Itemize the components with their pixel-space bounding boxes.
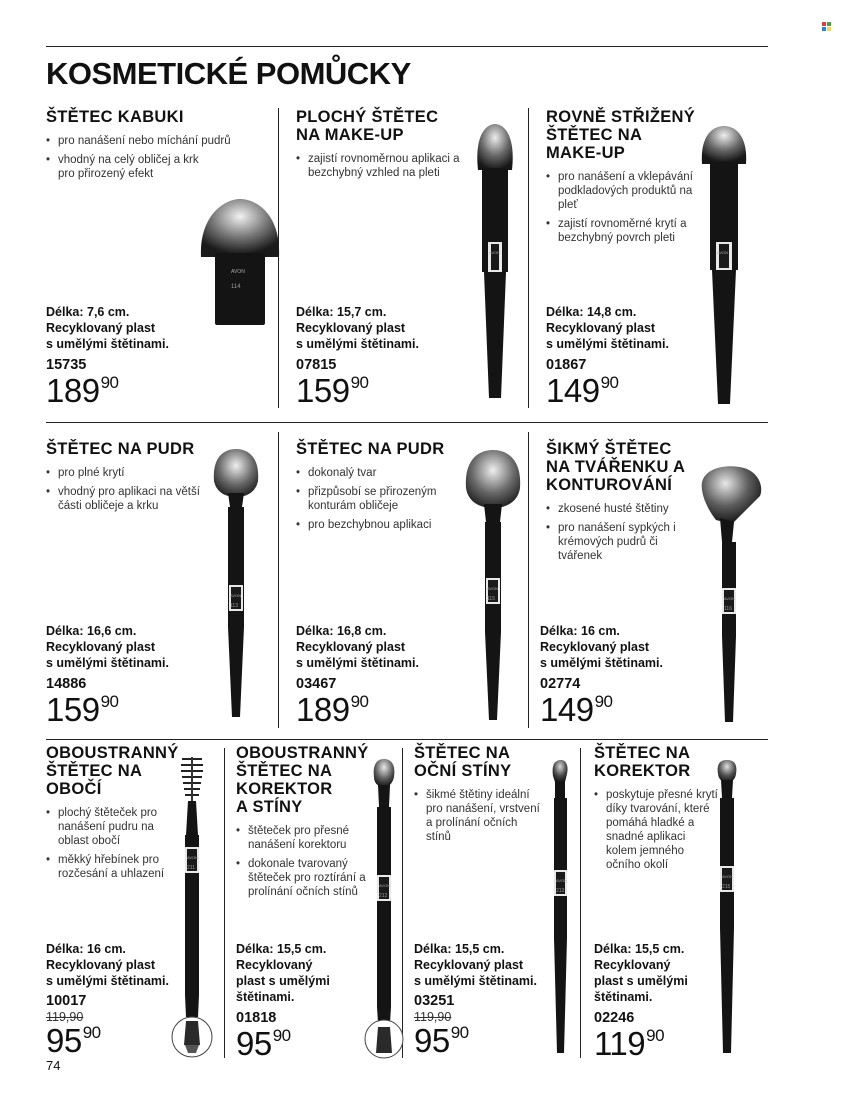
price: $95^{90}$ [236, 1025, 291, 1062]
brush-number: 114 [231, 284, 241, 290]
row-divider [46, 739, 768, 740]
feature-bullet: • pro nanášení a vklepávání podkladových produktů na pleť [546, 170, 704, 212]
product-title: ŠTĚTEC KABUKI [46, 108, 184, 126]
brush-number: 213 [556, 888, 565, 894]
product-title: ROVNĚ STŘIŽENÝ ŠTĚTEC NA MAKE-UP [546, 108, 696, 162]
angled-brush-image [700, 462, 764, 724]
product-code: 15735 [46, 357, 87, 373]
old-price: 119,90 [46, 1010, 84, 1024]
row-divider [46, 422, 768, 423]
product-title: ŠTĚTEC NA OČNÍ STÍNY [414, 744, 512, 780]
product-title: PLOCHÝ ŠTĚTEC NA MAKE-UP [296, 108, 439, 144]
price: $149^{90}$ [540, 691, 613, 728]
price: $159^{90}$ [296, 372, 369, 409]
product-card [414, 744, 564, 849]
product-card [46, 744, 186, 886]
product-title: OBOUSTRANNÝ ŠTĚTEC NA KOREKTOR A STÍNY [236, 744, 369, 816]
brush-logo: AVON [717, 250, 729, 255]
price: $189^{90}$ [46, 372, 119, 409]
brush-number: 116 [724, 606, 732, 612]
price: $189^{90}$ [296, 691, 369, 728]
feature-list [546, 502, 696, 563]
feature-list [414, 788, 544, 844]
dual-ended-brush-image [362, 757, 408, 1060]
corner-logo [822, 22, 832, 32]
spec-text: Délka: 15,5 cm. Recyklovaný plast s umělými štětinami. [594, 942, 688, 1004]
product-code: 02246 [594, 1010, 635, 1026]
stippling-brush-image [698, 124, 750, 406]
column-divider [528, 108, 529, 408]
concealer-brush-image [712, 758, 742, 1055]
feature-bullet: • štěteček pro přesné nanášení korektoru [236, 824, 370, 852]
product-code: 02774 [540, 676, 581, 692]
page-title: KOSMETICKÉ POMŮCKY [46, 56, 411, 91]
product-code: 03467 [296, 676, 337, 692]
feature-bullet: • plochý štěteček pro nanášení pudru na oblast obočí [46, 806, 172, 848]
product-code: 07815 [296, 357, 337, 373]
product-code: 03251 [414, 993, 455, 1009]
product-title: ŠIKMÝ ŠTĚTEC NA TVÁŘENKU A KONTUROVÁNÍ [546, 440, 686, 494]
feature-bullet: • pro plné krytí [46, 466, 206, 480]
spec-text: Délka: 16 cm. Recyklovaný plast s umělými štětinami. [46, 942, 169, 988]
feature-bullet: • dokonalý tvar [296, 466, 456, 480]
column-divider [278, 432, 279, 728]
product-title: ŠTĚTEC NA KOREKTOR [594, 744, 691, 780]
feature-bullet: • vhodný na celý obličej a krk pro přirozený efekt [46, 153, 218, 181]
feature-bullet: • poskytuje přesné krytí díky tvarování, které pomáhá hladké a snadné aplikaci kolem jemného očního okolí [594, 788, 718, 872]
brush-number: 215 [722, 884, 731, 890]
brush-logo: AVON [487, 586, 499, 591]
product-code: 01867 [546, 357, 587, 373]
feature-list [236, 824, 370, 899]
feature-bullet: • dokonale tvarovaný štěteček pro roztírání a prolínání očních stínů [236, 857, 370, 899]
feature-bullet: • zajistí rovnoměrnou aplikaci a bezchybný vzhled na pleti [296, 152, 476, 180]
powder-brush-image [462, 448, 524, 722]
feature-bullet: • pro nanášení sypkých i krémových pudrů či tvářenek [546, 521, 696, 563]
feature-list [46, 466, 206, 513]
brush-logo: AVON [379, 883, 391, 888]
kabuki-brush-image [195, 195, 285, 330]
brush-logo: AVON [230, 593, 242, 598]
price: $95^{90}$ [46, 1022, 101, 1059]
brow-brush-image [168, 755, 218, 1060]
feature-list [46, 134, 266, 181]
column-divider [528, 432, 529, 728]
feature-bullet: • zkosené husté štětiny [546, 502, 696, 516]
brush-number: 212 [379, 893, 388, 899]
column-divider [580, 748, 581, 1058]
feature-bullet: • měkký hřebínek pro rozčesání a uhlazení [46, 853, 172, 881]
brush-logo: AVON [556, 878, 568, 883]
feature-list [46, 806, 172, 881]
old-price: 119,90 [414, 1010, 452, 1024]
spec-text: Délka: 15,5 cm. Recyklovaný plast s umělými štětinami. [414, 942, 537, 988]
feature-bullet: • vhodný pro aplikaci na větší části obličeje a krku [46, 485, 206, 513]
spec-text: Délka: 15,7 cm. Recyklovaný plast s umělými štětinami. [296, 305, 419, 351]
feature-bullet: • šikmé štětiny ideální pro nanášení, vrstvení a prolínání očních stínů [414, 788, 544, 844]
spec-text: Délka: 7,6 cm. Recyklovaný plast s umělými štětinami. [46, 305, 169, 351]
price: $159^{90}$ [46, 691, 119, 728]
feature-list [296, 152, 476, 180]
brush-logo: AVON [724, 596, 736, 601]
spec-text: Délka: 16,8 cm. Recyklovaný plast s umělými štětinami. [296, 624, 419, 670]
feature-list [546, 170, 704, 245]
product-title: OBOUSTRANNÝ ŠTĚTEC NA OBOČÍ [46, 744, 179, 798]
brush-number: 113 [230, 603, 238, 609]
product-card [46, 108, 266, 186]
product-code: 14886 [46, 676, 87, 692]
spec-text: Délka: 14,8 cm. Recyklovaný plast s umělými štětinami. [546, 305, 669, 351]
product-title: ŠTĚTEC NA PUDR [296, 440, 445, 458]
price: $119^{90}$ [594, 1025, 665, 1062]
column-divider [224, 748, 225, 1058]
brush-number: 115 [487, 596, 495, 602]
feature-bullet: • pro bezchybnou aplikaci [296, 518, 456, 532]
top-rule [46, 46, 768, 47]
brush-logo: AVON [187, 855, 199, 860]
product-code: 01818 [236, 1010, 277, 1026]
brush-logo: AVON [722, 874, 734, 879]
spec-text: Délka: 15,5 cm. Recyklovaný plast s umělými štětinami. [236, 942, 330, 1004]
product-code: 10017 [46, 993, 87, 1009]
brush-logo: AVON [231, 269, 245, 275]
eyeshadow-brush-image [545, 758, 575, 1055]
product-title: ŠTĚTEC NA PUDR [46, 440, 195, 458]
powder-brush-image [210, 447, 262, 719]
feature-bullet: • pro nanášení nebo míchání pudrů [46, 134, 266, 148]
product-card [296, 108, 496, 185]
spec-text: Délka: 16 cm. Recyklovaný plast s umělými štětinami. [540, 624, 663, 670]
feature-list [594, 788, 718, 872]
price: $149^{90}$ [546, 372, 619, 409]
brush-number: 211 [187, 865, 195, 871]
feature-list [296, 466, 456, 532]
feature-bullet: • přizpůsobí se přirozeným konturám obličeje [296, 485, 456, 513]
foundation-brush-image [470, 122, 520, 400]
price: $95^{90}$ [414, 1022, 469, 1059]
feature-bullet: • zajistí rovnoměrné krytí a bezchybný povrch pleti [546, 217, 704, 245]
page-number: 74 [46, 1058, 61, 1073]
brush-logo: AVON [489, 250, 501, 255]
spec-text: Délka: 16,6 cm. Recyklovaný plast s umělými štětinami. [46, 624, 169, 670]
